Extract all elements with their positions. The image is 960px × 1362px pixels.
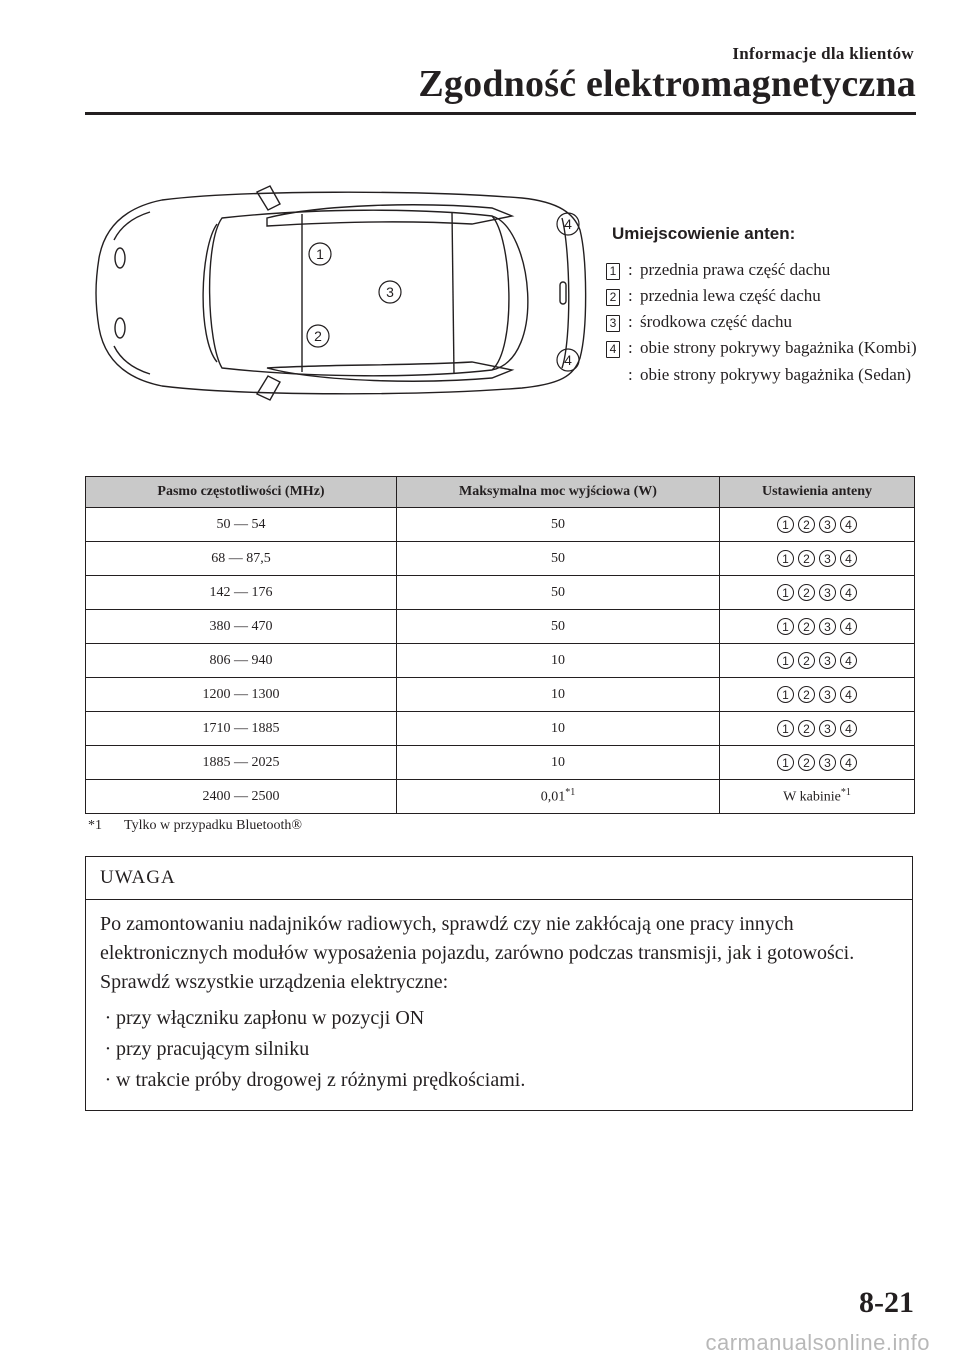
cell-power: 10 [397, 712, 720, 746]
legend-heading: Umiejscowienie anten: [612, 224, 796, 243]
section-label: Informacje dla klientów [732, 44, 914, 63]
cell-antenna-settings [720, 644, 915, 678]
mirror-left [257, 376, 280, 400]
cell-frequency: 68 — 87,5 [86, 542, 397, 576]
table-row [86, 610, 915, 644]
list-item: · przy pracującym silniku [104, 1038, 310, 1060]
note-list [100, 1003, 898, 1096]
cell-frequency: 806 — 940 [86, 644, 397, 678]
cell-power: 0,01$^{*1}$ [397, 780, 720, 814]
cell-antenna-settings [720, 576, 915, 610]
antenna-number-marker: 4 [840, 652, 857, 669]
cell-power: 50 [397, 576, 720, 610]
car-cabin-outline [210, 210, 509, 376]
legend-item: : obie strony pokrywy bagażnika (Sedan) [606, 363, 926, 386]
note-box [85, 856, 913, 1111]
antenna-number-marker: 4 [840, 584, 857, 601]
antenna-number-marker: 3 [819, 618, 836, 635]
page-title: Zgodność elektromagnetyczna [418, 63, 916, 105]
cell-frequency: 1200 — 1300 [86, 678, 397, 712]
legend-item: 2 : przednia lewa część dachu [606, 284, 926, 307]
antenna-number-marker: 2 [798, 754, 815, 771]
antenna-number-marker: 2 [798, 720, 815, 737]
note-paragraph: Sprawdź wszystkie urządzenia elektryczne: [100, 971, 449, 993]
table-row [86, 576, 915, 610]
cell-frequency: 142 — 176 [86, 576, 397, 610]
antenna-number-marker: 1 [777, 584, 794, 601]
cell-power: 50 [397, 542, 720, 576]
antenna-number-marker: 3 [819, 720, 836, 737]
antenna-number-marker: 2 [798, 686, 815, 703]
table-header-row [86, 477, 915, 508]
mirror-right [257, 186, 280, 210]
antenna-number-marker: 4 [840, 516, 857, 533]
antenna-number-marker: 3 [819, 550, 836, 567]
table-row [86, 746, 915, 780]
legend-item-text: przednia prawa część dachu [640, 260, 831, 279]
antenna-marker-4-bottom [557, 349, 579, 371]
antenna-location-legend [606, 224, 926, 389]
svg-text:4: 4 [564, 216, 572, 232]
number-marker: 2 [606, 289, 620, 306]
legend-item-text: obie strony pokrywy bagażnika (Kombi) [640, 338, 917, 357]
legend-item-text: obie strony pokrywy bagażnika (Sedan) [640, 365, 911, 384]
header-antenna-settings: Ustawienia anteny [720, 477, 915, 508]
cell-antenna-settings [720, 508, 915, 542]
list-item: · przy włączniku zapłonu w pozycji ON [104, 1007, 425, 1029]
antenna-number-marker: 1 [777, 754, 794, 771]
cell-frequency: 1885 — 2025 [86, 746, 397, 780]
antenna-number-marker: 3 [819, 652, 836, 669]
svg-text:1: 1 [316, 246, 324, 262]
cell-antenna-settings [720, 610, 915, 644]
page-number: 8-21 [859, 1286, 914, 1319]
antenna-number-marker: 4 [840, 550, 857, 567]
cell-antenna-settings: W kabinie$^{*1}$ [720, 780, 915, 814]
antenna-marker-3 [379, 281, 401, 303]
cell-power: 10 [397, 746, 720, 780]
title-divider [85, 112, 916, 115]
antenna-marker-1 [309, 243, 331, 265]
antenna-marker-4-top [557, 213, 579, 235]
antenna-number-marker: 2 [798, 652, 815, 669]
note-paragraph: Po zamontowaniu nadajników radiowych, sprawdź czy nie zakłócają one pracy innych elektronicznych modułów wyposażenia pojazdu, zarówno podczas transmisji, jak i gotowości. [100, 913, 855, 964]
antenna-number-marker: 1 [777, 720, 794, 737]
antenna-number-marker: 1 [777, 652, 794, 669]
cell-power: 50 [397, 508, 720, 542]
cell-antenna-settings [720, 678, 915, 712]
antenna-number-marker: 1 [777, 516, 794, 533]
antenna-number-marker: 2 [798, 618, 815, 635]
legend-item-text: przednia lewa część dachu [640, 286, 821, 305]
list-item: · w trakcie próby drogowej z różnymi prędkościami. [104, 1069, 526, 1091]
cell-power: 50 [397, 610, 720, 644]
svg-text:3: 3 [386, 284, 394, 300]
table-row [86, 542, 915, 576]
table-row [86, 678, 915, 712]
antenna-number-marker: 4 [840, 686, 857, 703]
header-power: Maksymalna moc wyjściowa (W) [397, 477, 720, 508]
footnote-mark: *1 [88, 818, 102, 833]
number-marker: 3 [606, 315, 620, 332]
antenna-number-marker: 1 [777, 618, 794, 635]
note-title: UWAGA [86, 857, 912, 900]
car-top-view-diagram [92, 178, 592, 410]
note-body [86, 900, 912, 1110]
legend-item: 4 : obie strony pokrywy bagażnika (Kombi) [606, 336, 926, 359]
header-frequency: Pasmo częstotliwości (MHz) [86, 477, 397, 508]
table-row [86, 644, 915, 678]
number-marker: 4 [606, 341, 620, 358]
antenna-number-marker: 3 [819, 584, 836, 601]
table-row [86, 712, 915, 746]
footnote-text: Tylko w przypadku Bluetooth® [124, 818, 303, 833]
table-row [86, 780, 915, 814]
cell-frequency: 50 — 54 [86, 508, 397, 542]
antenna-number-marker: 2 [798, 516, 815, 533]
svg-text:4: 4 [564, 352, 572, 368]
cell-frequency: 380 — 470 [86, 610, 397, 644]
legend-item: 1 : przednia prawa część dachu [606, 258, 926, 281]
number-marker: 1 [606, 263, 620, 280]
watermark: carmanualsonline.info [705, 1330, 930, 1355]
legend-item-text: środkowa część dachu [640, 312, 792, 331]
antenna-number-marker: 4 [840, 720, 857, 737]
antenna-number-marker: 2 [798, 584, 815, 601]
frequency-table [85, 476, 915, 814]
antenna-number-marker: 3 [819, 686, 836, 703]
antenna-number-marker: 1 [777, 686, 794, 703]
cell-antenna-settings [720, 746, 915, 780]
antenna-number-marker: 3 [819, 516, 836, 533]
cell-antenna-settings [720, 712, 915, 746]
cell-power: 10 [397, 678, 720, 712]
antenna-number-marker: 2 [798, 550, 815, 567]
antenna-marker-2 [307, 325, 329, 347]
cell-frequency: 2400 — 2500 [86, 780, 397, 814]
legend-item: 3 : środkowa część dachu [606, 310, 926, 333]
cell-power: 10 [397, 644, 720, 678]
antenna-number-marker: 4 [840, 618, 857, 635]
svg-text:2: 2 [314, 328, 322, 344]
antenna-number-marker: 1 [777, 550, 794, 567]
antenna-number-marker: 3 [819, 754, 836, 771]
footnote [88, 818, 302, 834]
cell-antenna-settings [720, 542, 915, 576]
table-row [86, 508, 915, 542]
antenna-number-marker: 4 [840, 754, 857, 771]
cell-frequency: 1710 — 1885 [86, 712, 397, 746]
